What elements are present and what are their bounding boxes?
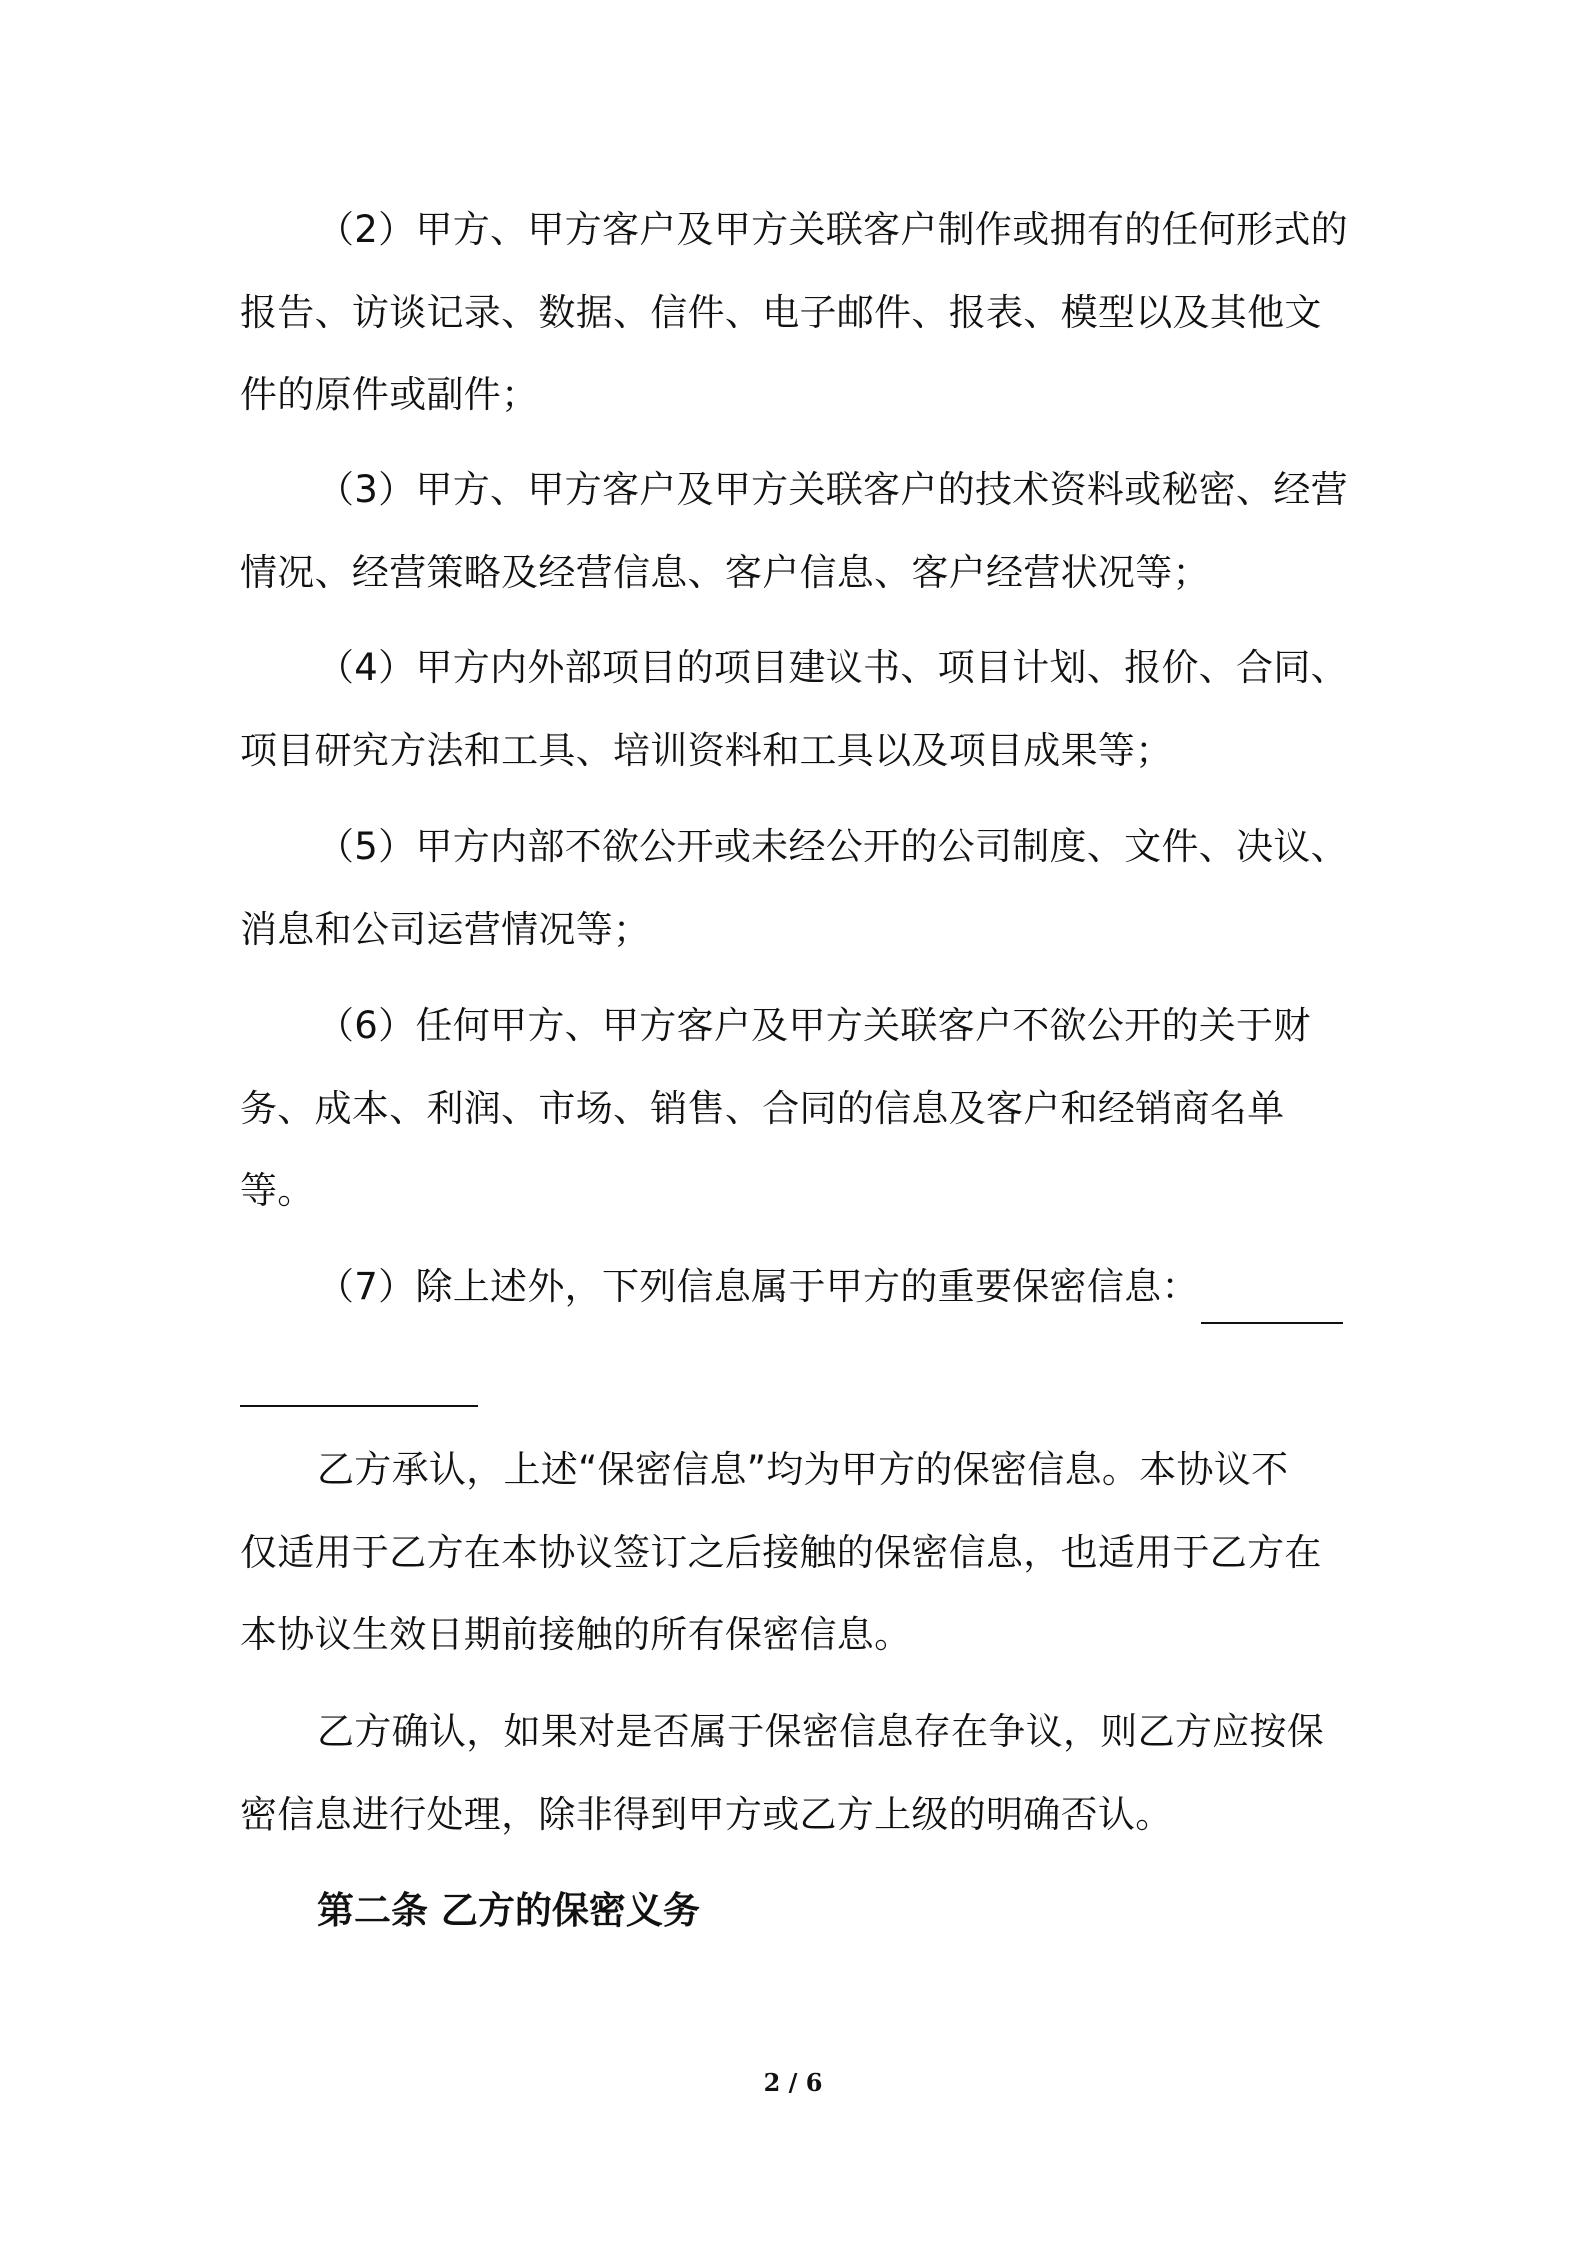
item-5-line-2: 消息和公司运营情况等； (240, 908, 651, 951)
item-2-line-3: 件的原件或副件； (240, 373, 539, 416)
fill-in-blank-line[interactable] (1201, 1322, 1343, 1324)
item-6-line-3: 等。 (240, 1169, 315, 1212)
item-3-line-1: （3）甲方、甲方客户及甲方关联客户的技术资料或秘密、经营 (317, 468, 1348, 511)
item-5-line-1: （5）甲方内部不欲公开或未经公开的公司制度、文件、决议、 (317, 825, 1348, 868)
fill-in-blank-continuation[interactable] (240, 1405, 478, 1407)
item-6-line-2: 务、成本、利润、市场、销售、合同的信息及客户和经销商名单 (240, 1087, 1285, 1130)
confirm-line-1: 乙方确认，如果对是否属于保密信息存在争议，则乙方应按保 (317, 1710, 1325, 1753)
item-2-line-2: 报告、访谈记录、数据、信件、电子邮件、报表、模型以及其他文 (240, 291, 1322, 334)
item-4-line-1: （4）甲方内外部项目的项目建议书、项目计划、报价、合同、 (317, 646, 1348, 689)
acknowledge-line-1: 乙方承认，上述“保密信息”均为甲方的保密信息。本协议不 (317, 1448, 1289, 1491)
item-2-line-1: （2）甲方、甲方客户及甲方关联客户制作或拥有的任何形式的 (317, 208, 1348, 251)
page-number: 2 / 6 (763, 2068, 823, 2097)
item-3-line-2: 情况、经营策略及经营信息、客户信息、客户经营状况等； (240, 551, 1210, 594)
item-7-line-1: （7）除上述外，下列信息属于甲方的重要保密信息： (317, 1265, 1199, 1308)
item-6-line-1: （6）任何甲方、甲方客户及甲方关联客户不欲公开的关于财 (317, 1004, 1311, 1047)
confirm-line-2: 密信息进行处理，除非得到甲方或乙方上级的明确否认。 (240, 1793, 1173, 1836)
article-heading: 第二条 乙方的保密义务 (317, 1889, 700, 1932)
acknowledge-line-3: 本协议生效日期前接触的所有保密信息。 (240, 1613, 912, 1656)
item-4-line-2: 项目研究方法和工具、培训资料和工具以及项目成果等； (240, 729, 1173, 772)
acknowledge-line-2: 仅适用于乙方在本协议签订之后接触的保密信息，也适用于乙方在 (240, 1531, 1322, 1574)
